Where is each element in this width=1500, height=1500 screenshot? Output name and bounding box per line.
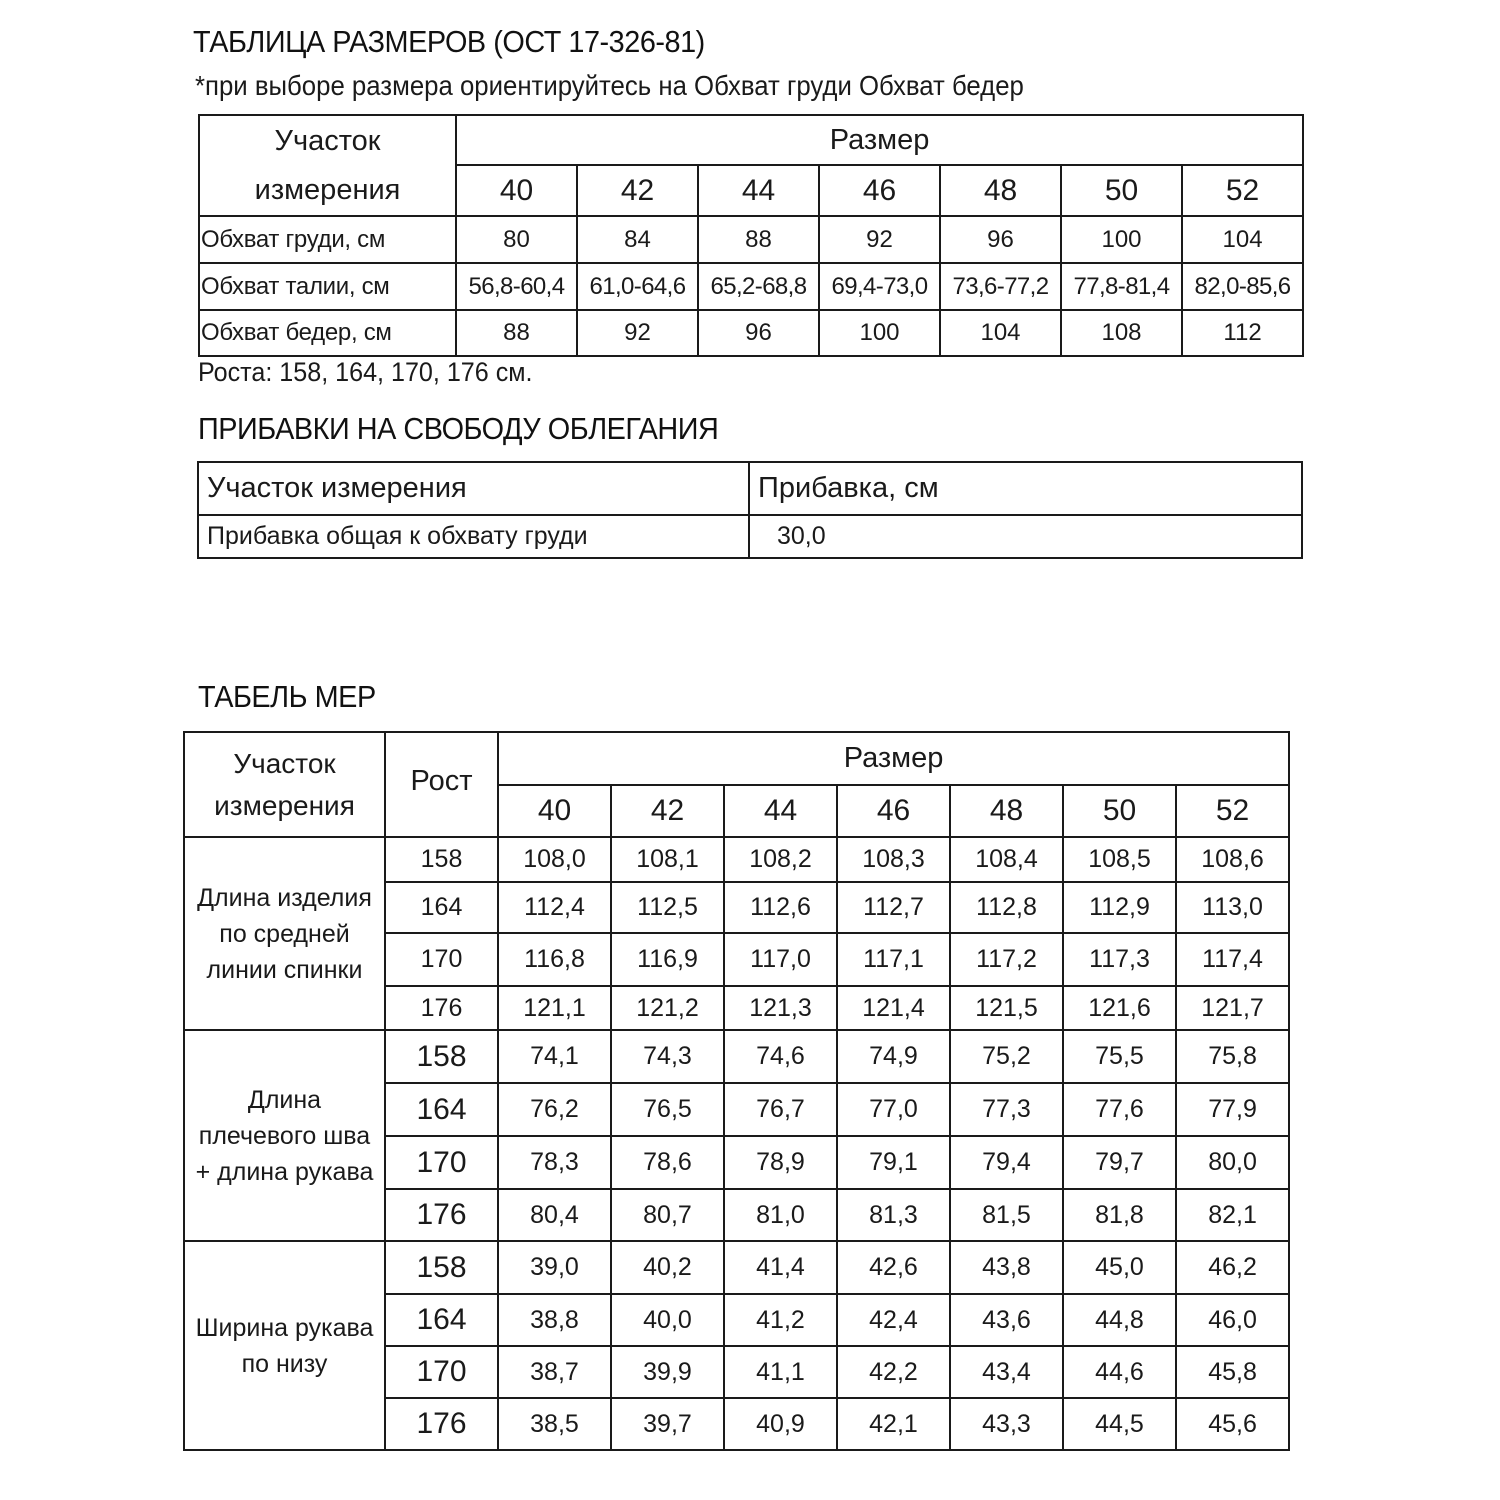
table-row	[184, 1241, 1289, 1294]
value-cell: 117,3	[1063, 933, 1176, 986]
value-cell: 100	[1061, 216, 1182, 263]
group-label-line: по средней	[219, 919, 350, 948]
value-cell: 78,9	[724, 1136, 837, 1189]
value-cell: 43,4	[950, 1346, 1063, 1398]
group-label-line: плечевого шва	[198, 1121, 371, 1150]
size-52: 52	[1182, 165, 1303, 216]
ease-area-cell: Прибавка общая к обхвату груди	[198, 515, 749, 558]
value-cell: 39,7	[611, 1398, 724, 1450]
height-cell: 170	[385, 933, 498, 986]
size-chart-subtitle: *при выборе размера ориентируйтесь на Обхват груди Обхват бедер	[195, 70, 1024, 101]
value-cell: 41,4	[724, 1241, 837, 1294]
table-row	[199, 216, 1303, 263]
value-cell: 75,5	[1063, 1030, 1176, 1083]
value-cell: 42,1	[837, 1398, 950, 1450]
value-cell: 79,7	[1063, 1136, 1176, 1189]
value-cell: 108,0	[498, 837, 611, 882]
heights-note: Роста: 158, 164, 170, 176 см.	[198, 357, 533, 387]
value-cell: 121,3	[724, 986, 837, 1030]
value-cell: 44,6	[1063, 1346, 1176, 1398]
value-cell: 81,8	[1063, 1189, 1176, 1241]
value-cell: 82,0-85,6	[1182, 263, 1303, 310]
value-cell: 121,4	[837, 986, 950, 1030]
value-cell: 73,6-77,2	[940, 263, 1061, 310]
height-cell: 164	[385, 1294, 498, 1346]
value-cell: 108	[1061, 310, 1182, 356]
value-cell: 79,1	[837, 1136, 950, 1189]
height-cell: 170	[385, 1136, 498, 1189]
height-cell: 176	[385, 1189, 498, 1241]
size-chart-title: ТАБЛИЦА РАЗМЕРОВ (ОСТ 17-326-81)	[193, 24, 705, 59]
value-cell: 116,9	[611, 933, 724, 986]
value-cell: 88	[456, 310, 577, 356]
ease-area-header: Участок измерения	[198, 462, 749, 515]
value-cell: 41,2	[724, 1294, 837, 1346]
value-cell: 69,4-73,0	[819, 263, 940, 310]
value-cell: 88	[698, 216, 819, 263]
row-label: Обхват груди, см	[199, 216, 456, 263]
value-cell: 42,6	[837, 1241, 950, 1294]
group-label-line: + длина рукава	[195, 1157, 374, 1186]
height-cell: 176	[385, 1398, 498, 1450]
table-row	[199, 263, 1303, 310]
value-cell: 112,8	[950, 882, 1063, 933]
value-cell: 77,6	[1063, 1083, 1176, 1136]
value-cell: 112,7	[837, 882, 950, 933]
table-row	[199, 310, 1303, 356]
value-cell: 117,4	[1176, 933, 1289, 986]
value-cell: 112,6	[724, 882, 837, 933]
value-cell: 39,0	[498, 1241, 611, 1294]
value-cell: 74,6	[724, 1030, 837, 1083]
size-42: 42	[611, 785, 724, 837]
value-cell: 78,6	[611, 1136, 724, 1189]
size-46: 46	[819, 165, 940, 216]
value-cell: 100	[819, 310, 940, 356]
group-label-line: по низу	[241, 1349, 328, 1378]
value-cell: 75,2	[950, 1030, 1063, 1083]
value-cell: 108,4	[950, 837, 1063, 882]
value-cell: 74,3	[611, 1030, 724, 1083]
value-cell: 80	[456, 216, 577, 263]
size-46: 46	[837, 785, 950, 837]
area-header	[184, 732, 385, 837]
value-cell: 108,5	[1063, 837, 1176, 882]
height-cell: 158	[385, 1030, 498, 1083]
value-cell: 108,3	[837, 837, 950, 882]
size-header: Размер	[456, 115, 1303, 165]
value-cell: 80,7	[611, 1189, 724, 1241]
value-cell: 40,9	[724, 1398, 837, 1450]
table-row	[184, 1030, 1289, 1083]
value-cell: 76,5	[611, 1083, 724, 1136]
group-label-line: линии спинки	[206, 955, 363, 984]
value-cell: 43,6	[950, 1294, 1063, 1346]
value-cell: 46,0	[1176, 1294, 1289, 1346]
height-header: Рост	[385, 732, 498, 837]
value-cell: 77,3	[950, 1083, 1063, 1136]
value-cell: 56,8-60,4	[456, 263, 577, 310]
value-cell: 75,8	[1176, 1030, 1289, 1083]
size-48: 48	[940, 165, 1061, 216]
value-cell: 121,5	[950, 986, 1063, 1030]
group-label	[184, 1030, 385, 1241]
value-cell: 74,9	[837, 1030, 950, 1083]
value-cell: 108,1	[611, 837, 724, 882]
height-cell: 158	[385, 1241, 498, 1294]
value-cell: 108,2	[724, 837, 837, 882]
value-cell: 84	[577, 216, 698, 263]
value-cell: 45,0	[1063, 1241, 1176, 1294]
value-cell: 45,8	[1176, 1346, 1289, 1398]
value-cell: 117,1	[837, 933, 950, 986]
value-cell: 80,0	[1176, 1136, 1289, 1189]
area-header-line1: Участок	[274, 124, 381, 157]
value-cell: 40,0	[611, 1294, 724, 1346]
value-cell: 38,7	[498, 1346, 611, 1398]
value-cell: 117,2	[950, 933, 1063, 986]
height-cell: 170	[385, 1346, 498, 1398]
value-cell: 77,8-81,4	[1061, 263, 1182, 310]
value-cell: 42,4	[837, 1294, 950, 1346]
value-cell: 78,3	[498, 1136, 611, 1189]
value-cell: 108,6	[1176, 837, 1289, 882]
value-cell: 46,2	[1176, 1241, 1289, 1294]
row-label: Обхват бедер, см	[199, 310, 456, 356]
value-cell: 44,5	[1063, 1398, 1176, 1450]
value-cell: 77,9	[1176, 1083, 1289, 1136]
group-label	[184, 1241, 385, 1450]
value-cell: 121,7	[1176, 986, 1289, 1030]
value-cell: 81,3	[837, 1189, 950, 1241]
height-cell: 158	[385, 837, 498, 882]
ease-allowances-title: ПРИБАВКИ НА СВОБОДУ ОБЛЕГАНИЯ	[198, 411, 719, 446]
value-cell: 38,5	[498, 1398, 611, 1450]
value-cell: 42,2	[837, 1346, 950, 1398]
group-label-line: Длина изделия	[197, 883, 372, 912]
value-cell: 112,5	[611, 882, 724, 933]
value-cell: 82,1	[1176, 1189, 1289, 1241]
value-cell: 39,9	[611, 1346, 724, 1398]
value-cell: 121,1	[498, 986, 611, 1030]
value-cell: 74,1	[498, 1030, 611, 1083]
value-cell: 104	[1182, 216, 1303, 263]
ease-header-row	[198, 462, 1302, 515]
value-cell: 81,0	[724, 1189, 837, 1241]
height-cell: 176	[385, 986, 498, 1030]
table-row	[184, 837, 1289, 882]
value-cell: 61,0-64,6	[577, 263, 698, 310]
value-cell: 76,7	[724, 1083, 837, 1136]
ease-value-cell: 30,0	[749, 515, 1302, 558]
measurement-table	[183, 731, 1290, 1451]
area-header-line2: измерения	[214, 789, 355, 821]
measurement-table-title: ТАБЕЛЬ МЕР	[198, 679, 376, 714]
value-cell: 45,6	[1176, 1398, 1289, 1450]
table-row	[198, 515, 1302, 558]
value-cell: 44,8	[1063, 1294, 1176, 1346]
size-44: 44	[698, 165, 819, 216]
value-cell: 112	[1182, 310, 1303, 356]
group-label-line: Длина	[247, 1085, 322, 1114]
value-cell: 112,4	[498, 882, 611, 933]
value-cell: 81,5	[950, 1189, 1063, 1241]
size-42: 42	[577, 165, 698, 216]
value-cell: 112,9	[1063, 882, 1176, 933]
size-44: 44	[724, 785, 837, 837]
row-label: Обхват талии, см	[199, 263, 456, 310]
value-cell: 96	[698, 310, 819, 356]
area-header	[199, 115, 456, 216]
value-cell: 116,8	[498, 933, 611, 986]
size-50: 50	[1063, 785, 1176, 837]
value-cell: 43,8	[950, 1241, 1063, 1294]
value-cell: 121,6	[1063, 986, 1176, 1030]
size-50: 50	[1061, 165, 1182, 216]
value-cell: 92	[577, 310, 698, 356]
value-cell: 65,2-68,8	[698, 263, 819, 310]
value-cell: 38,8	[498, 1294, 611, 1346]
value-cell: 96	[940, 216, 1061, 263]
value-cell: 113,0	[1176, 882, 1289, 933]
size-header: Размер	[498, 732, 1289, 785]
size-48: 48	[950, 785, 1063, 837]
value-cell: 41,1	[724, 1346, 837, 1398]
ease-allowances-table	[197, 461, 1303, 559]
value-cell: 117,0	[724, 933, 837, 986]
group-label	[184, 837, 385, 1030]
value-cell: 121,2	[611, 986, 724, 1030]
value-cell: 80,4	[498, 1189, 611, 1241]
area-header-line1: Участок	[233, 747, 336, 779]
ease-allowance-header: Прибавка, см	[749, 462, 1302, 515]
value-cell: 77,0	[837, 1083, 950, 1136]
area-header-line2: измерения	[254, 173, 401, 206]
value-cell: 92	[819, 216, 940, 263]
value-cell: 104	[940, 310, 1061, 356]
height-cell: 164	[385, 882, 498, 933]
size-40: 40	[498, 785, 611, 837]
value-cell: 76,2	[498, 1083, 611, 1136]
size-chart-table	[198, 114, 1304, 357]
value-cell: 79,4	[950, 1136, 1063, 1189]
value-cell: 43,3	[950, 1398, 1063, 1450]
height-cell: 164	[385, 1083, 498, 1136]
size-52: 52	[1176, 785, 1289, 837]
group-label-line: Ширина рукава	[195, 1313, 374, 1342]
value-cell: 40,2	[611, 1241, 724, 1294]
size-40: 40	[456, 165, 577, 216]
